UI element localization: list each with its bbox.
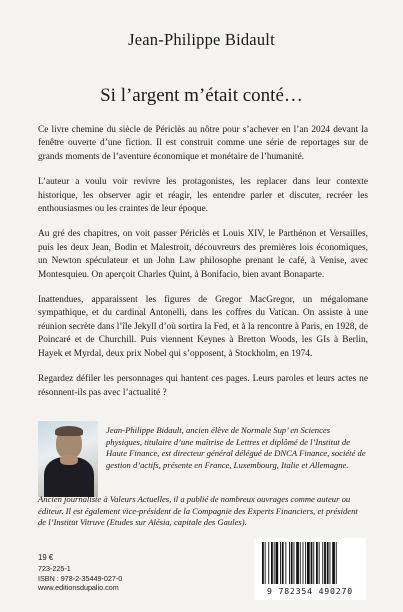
blurb-paragraph-2: L’auteur a voulu voir revivre les protagonistes, les replacer dans leur contexte historique, les observer agir et réagir, les entendre parler et discuter, recréer les enthousiasmes ou les craintes de leur époque.	[38, 177, 368, 215]
publisher-website: www.editionsdupalio.com	[38, 583, 119, 593]
blurb-paragraph-5: Regardez défiler les personnages qui hantent ces pages. Leurs paroles et leurs actes ne résonnent-ils pas avec l’actualité ?	[38, 374, 368, 398]
barcode-digits: 9 782354 490270	[267, 586, 353, 596]
author-bio-continued: Ancien journaliste à Valeurs Actuelles, il a publié de nombreux ouvrages comme auteur ou éditeur. Il est également vice-président de la Compagnie des Experts Financiers, et président de l’Institut Vitruve (Etudes sur Alésia, capitale des Gaules).	[38, 494, 358, 527]
author-name: Jean-Philippe Bidault	[128, 30, 275, 49]
publication-info	[38, 553, 158, 593]
book-title: Si l’argent m’était conté…	[100, 85, 303, 106]
barcode-bars	[260, 542, 360, 586]
blurb-paragraph-3: Au gré des chapitres, on voit passer Périclès et Louis XIV, le Parthénon et Versailles, puis les deux Jean, Bodin et Malestroit, découvreurs des premières lois économiques, un Newton spéculateur et un John Law philosophe prenant le café, à Venise, avec Montesquieu. On aperçoit Charles Quint, à Bonifacio, bien avant Bonaparte.	[38, 229, 368, 280]
blurb	[38, 124, 368, 412]
isbn: ISBN : 978-2-35449-027-0	[38, 573, 123, 583]
product-code: 723-225-1	[38, 563, 71, 573]
price: 19 €	[38, 553, 54, 562]
author-photo	[38, 421, 98, 497]
author-bio: Jean-Philippe Bidault, ancien élève de Normale Sup’ en Sciences physiques, titulaire d’une maîtrise de Lettres et diplômé de l’Institut de Haute Finance, est directeur général délégué de DNCA Finance, société de gestion d’actifs, présente en France, Luxembourg, Italie et Allemagne.	[106, 425, 366, 470]
blurb-paragraph-4: Inattendues, apparaissent les figures de Gregor MacGregor, un mégalomane sympathique, et du cardinal Antonelli, dans les coffres du Vatican. On assiste à une réunion secrète dans l’île Jekyll d’où sortira la Fed, et à la rencontre à Paris, en 1928, de Poincaré et de Churchill. Puis viennent Keynes à Bretton Woods, les GIs à Berlin, Hayek et Myrdal, deux prix Nobel qui s’opposent, à Stockholm, en 1974.	[38, 295, 368, 359]
isbn-barcode	[254, 538, 366, 600]
blurb-paragraph-1: Ce livre chemine du siècle de Périclès au nôtre pour s’achever en l’an 2024 devant la fenêtre ouverte d’une fiction. Il est construit comme une série de reportages sur de grands moments de l’aventure économique et monétaire de l’humanité.	[38, 125, 368, 162]
